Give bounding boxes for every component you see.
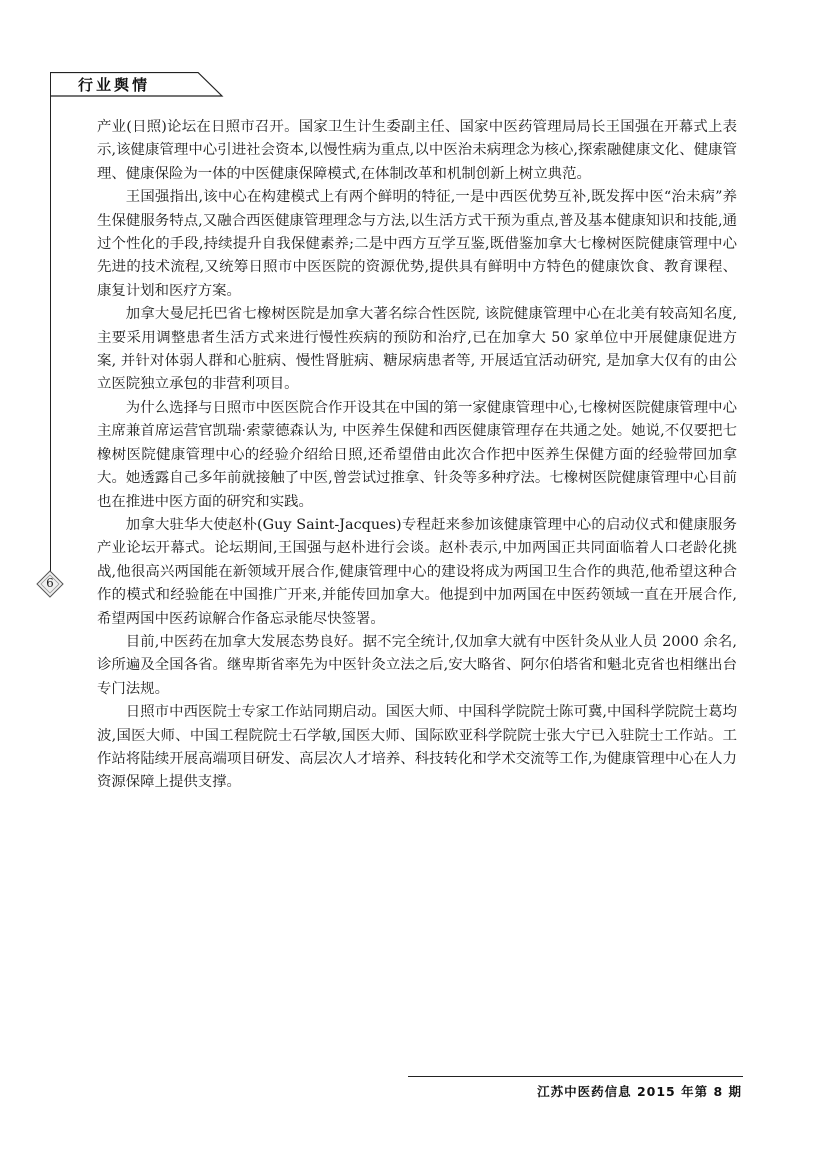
article-body bbox=[97, 116, 737, 795]
page-number-badge bbox=[36, 570, 64, 598]
paragraph: 王国强指出,该中心在构建模式上有两个鲜明的特征,一是中西医优势互补,既发挥中医“治未病”养生保健服务特点,又融合西医健康管理理念与方法,以生活方式干预为重点,普及基本健康知识和技能,通过个性化的手段,持续提升自我保健素养;二是中西方互学互鉴,既借鉴加拿大七橡树医院健康管理中心先进的技术流程,又统筹日照市中医医院的资源优势,提供具有鲜明中方特色的健康饮食、教育课程、康复计划和医疗方案。 bbox=[97, 189, 737, 299]
paragraph: 为什么选择与日照市中医医院合作开设其在中国的第一家健康管理中心,七橡树医院健康管理中心主席兼首席运营官凯瑞·索蒙德森认为, 中医养生保健和西医健康管理存在共通之处。她说,不仅要把七橡树医院健康管理中心的经验介绍给日照,还希望借由此次合作把中医养生保健方面的经验带回加拿大。她透露自己多年前就接触了中医,曾尝试过推拿、针灸等多种疗法。七橡树医院健康管理中心目前也在推进中医方面的研究和实践。 bbox=[97, 399, 737, 510]
page-number: 6 bbox=[46, 576, 54, 590]
section-header-tab bbox=[50, 72, 200, 96]
paragraph: 目前,中医药在加拿大发展态势良好。据不完全统计,仅加拿大就有中医针灸从业人员 2000 余名,诊所遍及全国各省。继卑斯省率先为中医针灸立法之后,安大略省、阿尔伯塔省和魁北克省也相继出台专门法规。 bbox=[97, 633, 737, 697]
left-margin-rule bbox=[50, 72, 51, 582]
section-label: 行业舆情 bbox=[78, 76, 151, 94]
paragraph: 加拿大驻华大使赵朴(Guy Saint-Jacques)专程赶来参加该健康管理中心的启动仪式和健康服务产业论坛开幕式。论坛期间,王国强与赵朴进行会谈。赵朴表示,中加两国正共同面临着人口老龄化挑战,他很高兴两国能在新领域开展合作,健康管理中心的建设将成为两国卫生合作的典范,他希望这种合作的模式和经验能在中国推广开来,并能传回加拿大。他提到中加两国在中医药领域一直在开展合作,希望两国中医药谅解合作备忘录能尽快签署。 bbox=[97, 516, 737, 627]
paragraph: 日照市中西医院士专家工作站同期启动。国医大师、中国科学院院士陈可冀,中国科学院院士葛均波,国医大师、中国工程院院士石学敏,国医大师、国际欧亚科学院院士张大宁已入驻院士工作站。工作站将陆续开展高端项目研发、高层次人才培养、科技转化和学术交流等工作,为健康管理中心在人力资源保障上提供支撑。 bbox=[97, 704, 737, 791]
footer-rule bbox=[408, 1076, 743, 1077]
publication-footer: 江苏中医药信息 2015 年第 8 期 bbox=[537, 1084, 742, 1099]
paragraph: 加拿大曼尼托巴省七橡树医院是加拿大著名综合性医院, 该院健康管理中心在北美有较高知名度, 主要采用调整患者生活方式来进行慢性疾病的预防和治疗,已在加拿大 50 家单位中开展健康促进方案, 并针对体弱人群和心脏病、慢性肾脏病、糖尿病患者等, 开展适宜活动研究, 是加拿大仅有的由公立医院独立承包的非营利项目。 bbox=[97, 306, 737, 393]
paragraph: 产业(日照)论坛在日照市召开。国家卫生计生委副主任、国家中医药管理局局长王国强在开幕式上表示,该健康管理中心引进社会资本,以慢性病为重点,以中医治未病理念为核心,探索融健康文化、健康管理、健康保险为一体的中医健康保障模式,在体制改革和机制创新上树立典范。 bbox=[97, 119, 737, 182]
